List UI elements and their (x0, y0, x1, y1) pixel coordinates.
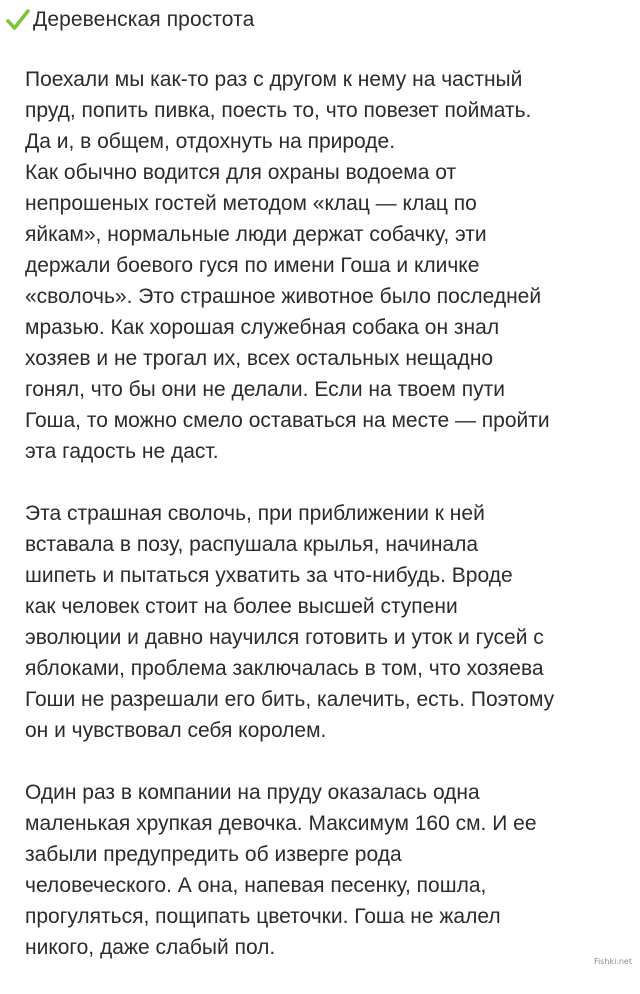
post-title-row (5, 4, 254, 36)
text-line: пруд, попить пивка, поесть то, что повезет поймать. (25, 99, 532, 122)
checkmark-icon (5, 7, 31, 33)
text-line: шипеть и пытаться ухватить за что-нибудь. Вроде (25, 564, 513, 587)
text-line: вставала в позу, распушала крылья, начинала (25, 533, 479, 556)
text-line: Как обычно водится для охраны водоема от (25, 161, 457, 184)
post-body (25, 64, 635, 994)
paragraph (25, 777, 635, 963)
post-title: Деревенская простота (33, 8, 255, 31)
text-line: яйкам», нормальные люди держат собачку, эти (25, 223, 487, 246)
text-line: Гоши не разрешали его бить, калечить, есть. Поэтому (25, 688, 555, 711)
text-line: хозяев и не трогал их, всех остальных нещадно (25, 347, 494, 370)
text-line: Эта страшная сволочь, при приближении к ней (25, 502, 485, 525)
text-line: он и чувствовал себя королем. (25, 719, 327, 742)
text-line: забыли предупредить об изверге рода (25, 843, 402, 866)
text-line: яблоками, проблема заключалась в том, что хозяева (25, 657, 544, 680)
text-line: Один раз в компании на пруду оказалась одна (25, 781, 480, 804)
text-line: «сволочь». Это страшное животное было последней (25, 285, 542, 308)
paragraph (25, 498, 635, 746)
text-line: эта гадость не даст. (25, 440, 219, 463)
text-line: прогуляться, пощипать цветочки. Гоша не жалел (25, 905, 501, 928)
paragraph (25, 64, 635, 467)
watermark: Fishki.net (593, 957, 632, 966)
text-line: Гоша, то можно смело оставаться на месте — пройти (25, 409, 550, 432)
text-line: как человек стоит на более высшей ступени (25, 595, 458, 618)
text-line: непрошеных гостей методом «клац — клац по (25, 192, 477, 215)
text-line: никого, даже слабый пол. (25, 936, 276, 959)
text-line: гонял, что бы они не делали. Если на твоем пути (25, 378, 505, 401)
text-line: держали боевого гуся по имени Гоша и кличке (25, 254, 480, 277)
text-line: мразью. Как хорошая служебная собака он знал (25, 316, 500, 339)
text-line: эволюции и давно научился готовить и уток и гусей с (25, 626, 544, 649)
text-line: маленькая хрупкая девочка. Максимум 160 см. И ее (25, 812, 537, 835)
text-line: Поехали мы как-то раз с другом к нему на частный (25, 68, 523, 91)
text-line: Да и, в общем, отдохнуть на природе. (25, 130, 396, 153)
text-line: человеческого. А она, напевая песенку, пошла, (25, 874, 487, 897)
